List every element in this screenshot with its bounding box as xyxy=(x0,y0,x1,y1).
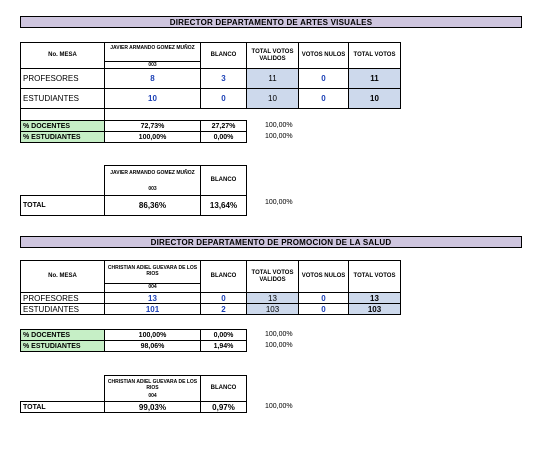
table-row xyxy=(21,341,247,352)
blanco-votes: 0 xyxy=(201,89,247,109)
percentage-table xyxy=(20,120,247,143)
total-candidate: 86,36% xyxy=(105,196,201,216)
candidate-name: CHRISTIAN ADIEL GUEVARA DE LOS RIOS xyxy=(107,265,198,277)
total-votes: 103 xyxy=(349,304,401,315)
spacer-cell xyxy=(21,109,105,121)
candidate-name: CHRISTIAN ADIEL GUEVARA DE LOS RIOS xyxy=(107,378,198,391)
total-votes: 13 xyxy=(349,293,401,304)
col-nulos: VOTOS NULOS xyxy=(299,261,349,293)
candidate-votes: 10 xyxy=(105,89,201,109)
col-candidate xyxy=(105,261,201,293)
section-title: DIRECTOR DEPARTAMENTO DE ARTES VISUALES xyxy=(20,16,522,28)
valid-votes: 13 xyxy=(247,293,299,304)
blanco-votes: 0 xyxy=(201,293,247,304)
total-sum: 100,00% xyxy=(265,403,293,410)
blanco-votes: 2 xyxy=(201,304,247,315)
candidate-votes: 101 xyxy=(105,304,201,315)
votes-table xyxy=(20,42,401,121)
empty-cell xyxy=(21,166,105,196)
col-candidate xyxy=(105,43,201,69)
pct-sum: 100,00% xyxy=(265,122,293,129)
pct-candidate: 98,06% xyxy=(105,341,201,352)
table-row xyxy=(21,304,401,315)
total-sum: 100,00% xyxy=(265,199,293,206)
col-nulos: VOTOS NULOS xyxy=(299,43,349,69)
null-votes: 0 xyxy=(299,89,349,109)
row-label: ESTUDIANTES xyxy=(21,304,105,315)
col-candidate xyxy=(105,376,201,402)
table-row xyxy=(21,69,401,89)
col-blanco: BLANCO xyxy=(201,261,247,293)
candidate-name: JAVIER ARMANDO GOMEZ MUÑOZ xyxy=(110,44,195,51)
row-label: PROFESORES xyxy=(21,293,105,304)
table-row xyxy=(21,121,247,132)
candidate-votes: 13 xyxy=(105,293,201,304)
table-row xyxy=(21,89,401,109)
total-blanco: 0,97% xyxy=(201,402,247,413)
total-label: TOTAL xyxy=(21,196,105,216)
candidate-code: 004 xyxy=(148,392,157,399)
total-table xyxy=(20,375,247,413)
total-table xyxy=(20,165,247,216)
pct-sum: 100,00% xyxy=(265,342,293,349)
pct-label: % DOCENTES xyxy=(21,330,105,341)
section-title: DIRECTOR DEPARTAMENTO DE PROMOCION DE LA SALUD xyxy=(20,236,522,248)
col-blanco: BLANCO xyxy=(201,166,247,196)
total-label: TOTAL xyxy=(21,402,105,413)
col-candidate xyxy=(105,166,201,196)
col-blanco: BLANCO xyxy=(201,43,247,69)
null-votes: 0 xyxy=(299,69,349,89)
pct-blanco: 0,00% xyxy=(201,330,247,341)
pct-blanco: 0,00% xyxy=(201,132,247,143)
candidate-votes: 8 xyxy=(105,69,201,89)
candidate-name: JAVIER ARMANDO GOMEZ MUÑOZ xyxy=(110,169,195,176)
pct-candidate: 100,00% xyxy=(105,132,201,143)
col-validos: TOTAL VOTOS VALIDOS xyxy=(247,43,299,69)
pct-label: % ESTUDIANTES xyxy=(21,341,105,352)
col-total: TOTAL VOTOS xyxy=(349,43,401,69)
valid-votes: 10 xyxy=(247,89,299,109)
spacer-cell xyxy=(105,109,401,121)
table-row xyxy=(21,196,247,216)
votes-table xyxy=(20,260,401,315)
pct-label: % ESTUDIANTES xyxy=(21,132,105,143)
empty-cell xyxy=(21,376,105,402)
pct-blanco: 27,27% xyxy=(201,121,247,132)
row-label: ESTUDIANTES xyxy=(21,89,105,109)
blanco-votes: 3 xyxy=(201,69,247,89)
valid-votes: 11 xyxy=(247,69,299,89)
total-candidate: 99,03% xyxy=(105,402,201,413)
col-validos: TOTAL VOTOS VALIDOS xyxy=(247,261,299,293)
valid-votes: 103 xyxy=(247,304,299,315)
null-votes: 0 xyxy=(299,293,349,304)
pct-sum: 100,00% xyxy=(265,331,293,338)
candidate-code: 004 xyxy=(105,283,200,290)
pct-blanco: 1,94% xyxy=(201,341,247,352)
pct-label: % DOCENTES xyxy=(21,121,105,132)
col-blanco: BLANCO xyxy=(201,376,247,402)
candidate-code: 003 xyxy=(105,61,200,68)
col-mesa: No. MESA xyxy=(21,43,105,69)
table-row xyxy=(21,402,247,413)
null-votes: 0 xyxy=(299,304,349,315)
col-total: TOTAL VOTOS xyxy=(349,261,401,293)
table-row xyxy=(21,330,247,341)
pct-sum: 100,00% xyxy=(265,133,293,140)
table-row xyxy=(21,132,247,143)
total-votes: 10 xyxy=(349,89,401,109)
col-mesa: No. MESA xyxy=(21,261,105,293)
total-votes: 11 xyxy=(349,69,401,89)
percentage-table xyxy=(20,329,247,352)
pct-candidate: 100,00% xyxy=(105,330,201,341)
total-blanco: 13,64% xyxy=(201,196,247,216)
pct-candidate: 72,73% xyxy=(105,121,201,132)
candidate-code: 003 xyxy=(148,185,157,192)
row-label: PROFESORES xyxy=(21,69,105,89)
table-row xyxy=(21,293,401,304)
